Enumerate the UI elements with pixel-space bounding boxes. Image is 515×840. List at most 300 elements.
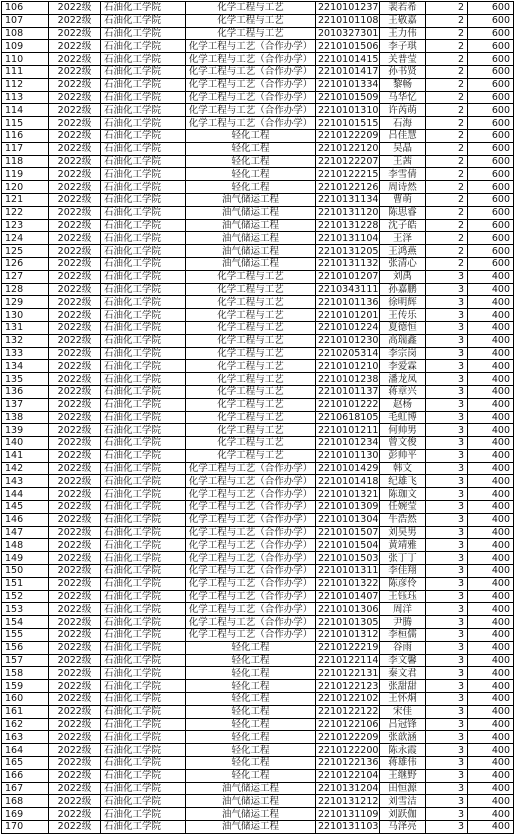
student-name-cell: 徐明辉	[380, 296, 426, 309]
major-cell: 化学工程与工艺（合作办学）	[186, 53, 316, 66]
student-name-cell: 张歆涵	[380, 731, 426, 744]
level-cell: 2	[426, 117, 468, 130]
major-cell: 化学工程与工艺（合作办学）	[186, 565, 316, 578]
student-name-cell: 吕佳慧	[380, 129, 426, 142]
student-id-cell: 2210101507	[316, 526, 380, 539]
grade-cell: 2022级	[49, 795, 101, 808]
major-cell: 化学工程与工艺（合作办学）	[186, 539, 316, 552]
student-name-cell: 关普莹	[380, 53, 426, 66]
grade-cell: 2022级	[49, 27, 101, 40]
grade-cell: 2022级	[49, 334, 101, 347]
row-number: 143	[2, 475, 49, 488]
major-cell: 化学工程与工艺（合作办学）	[186, 488, 316, 501]
student-name-cell: 孙书贤	[380, 65, 426, 78]
amount-cell: 400	[468, 309, 514, 322]
row-number: 116	[2, 129, 49, 142]
row-number: 134	[2, 360, 49, 373]
table-row	[2, 309, 514, 322]
level-cell: 3	[426, 757, 468, 770]
college-cell: 石油化工学院	[101, 539, 186, 552]
level-cell: 3	[426, 309, 468, 322]
grade-cell: 2022级	[49, 590, 101, 603]
major-cell: 油气储运工程	[186, 782, 316, 795]
college-cell: 石油化工学院	[101, 206, 186, 219]
student-id-cell: 2210122102	[316, 693, 380, 706]
row-number: 121	[2, 193, 49, 206]
row-number: 160	[2, 693, 49, 706]
table-row	[2, 641, 514, 654]
student-name-cell: 刘跃伽	[380, 808, 426, 821]
college-cell: 石油化工学院	[101, 680, 186, 693]
major-cell: 轻化工程	[186, 142, 316, 155]
row-number: 151	[2, 577, 49, 590]
amount-cell: 400	[468, 782, 514, 795]
major-cell: 化学工程与工艺	[186, 385, 316, 398]
row-number: 149	[2, 552, 49, 565]
student-id-cell: 2210131205	[316, 245, 380, 258]
college-cell: 石油化工学院	[101, 795, 186, 808]
college-cell: 石油化工学院	[101, 616, 186, 629]
grade-cell: 2022级	[49, 539, 101, 552]
level-cell: 3	[426, 641, 468, 654]
amount-cell: 600	[468, 53, 514, 66]
major-cell: 化学工程与工艺	[186, 14, 316, 27]
amount-cell: 600	[468, 78, 514, 91]
grade-cell: 2022级	[49, 14, 101, 27]
major-cell: 化学工程与工艺（合作办学）	[186, 552, 316, 565]
row-number: 135	[2, 373, 49, 386]
amount-cell: 400	[468, 321, 514, 334]
college-cell: 石油化工学院	[101, 398, 186, 411]
grade-cell: 2022级	[49, 193, 101, 206]
table-row	[2, 539, 514, 552]
level-cell: 3	[426, 565, 468, 578]
level-cell: 2	[426, 40, 468, 53]
grade-cell: 2022级	[49, 821, 101, 834]
table-row	[2, 552, 514, 565]
grade-cell: 2022级	[49, 705, 101, 718]
student-id-cell: 2210131109	[316, 808, 380, 821]
row-number: 148	[2, 539, 49, 552]
table-row	[2, 757, 514, 770]
grade-cell: 2022级	[49, 117, 101, 130]
major-cell: 化学工程与工艺（合作办学）	[186, 78, 316, 91]
student-id-cell: 2210131120	[316, 206, 380, 219]
major-cell: 油气储运工程	[186, 206, 316, 219]
student-name-cell: 赵杨	[380, 398, 426, 411]
table-row	[2, 603, 514, 616]
major-cell: 轻化工程	[186, 680, 316, 693]
college-cell: 石油化工学院	[101, 181, 186, 194]
student-id-cell: 2210101515	[316, 117, 380, 130]
level-cell: 3	[426, 296, 468, 309]
grade-cell: 2022级	[49, 462, 101, 475]
student-id-cell: 2210101238	[316, 373, 380, 386]
table-row	[2, 411, 514, 424]
table-row	[2, 142, 514, 155]
major-cell: 化学工程与工艺	[186, 283, 316, 296]
student-id-cell: 2210131134	[316, 193, 380, 206]
student-id-cell: 2210101506	[316, 40, 380, 53]
student-id-cell: 2210131204	[316, 782, 380, 795]
level-cell: 3	[426, 718, 468, 731]
row-number: 136	[2, 385, 49, 398]
grade-cell: 2022级	[49, 731, 101, 744]
major-cell: 轻化工程	[186, 705, 316, 718]
table-row	[2, 245, 514, 258]
amount-cell: 400	[468, 757, 514, 770]
major-cell: 油气储运工程	[186, 193, 316, 206]
level-cell: 3	[426, 731, 468, 744]
major-cell: 轻化工程	[186, 744, 316, 757]
major-cell: 化学工程与工艺	[186, 27, 316, 40]
level-cell: 3	[426, 513, 468, 526]
student-name-cell: 刘昊男	[380, 526, 426, 539]
student-name-cell: 李子琪	[380, 40, 426, 53]
grade-cell: 2022级	[49, 155, 101, 168]
amount-cell: 400	[468, 795, 514, 808]
grade-cell: 2022级	[49, 347, 101, 360]
level-cell: 2	[426, 206, 468, 219]
level-cell: 2	[426, 232, 468, 245]
grade-cell: 2022级	[49, 629, 101, 642]
major-cell: 化学工程与工艺	[186, 347, 316, 360]
table-row	[2, 424, 514, 437]
major-cell: 油气储运工程	[186, 245, 316, 258]
table-row	[2, 769, 514, 782]
row-number: 129	[2, 296, 49, 309]
grade-cell: 2022级	[49, 385, 101, 398]
table-row	[2, 117, 514, 130]
student-id-cell: 2210122120	[316, 142, 380, 155]
table-row	[2, 501, 514, 514]
student-name-cell: 何帅男	[380, 424, 426, 437]
college-cell: 石油化工学院	[101, 821, 186, 834]
grade-cell: 2022级	[49, 782, 101, 795]
college-cell: 石油化工学院	[101, 321, 186, 334]
row-number: 123	[2, 219, 49, 232]
college-cell: 石油化工学院	[101, 513, 186, 526]
level-cell: 3	[426, 411, 468, 424]
student-id-cell: 2210101207	[316, 270, 380, 283]
table-row	[2, 437, 514, 450]
student-name-cell: 陈彦伶	[380, 577, 426, 590]
amount-cell: 400	[468, 769, 514, 782]
table-row	[2, 168, 514, 181]
amount-cell: 400	[468, 539, 514, 552]
row-number: 139	[2, 424, 49, 437]
grade-cell: 2022级	[49, 475, 101, 488]
student-name-cell: 王钰珏	[380, 590, 426, 603]
row-number: 158	[2, 667, 49, 680]
table-row	[2, 40, 514, 53]
grade-cell: 2022级	[49, 78, 101, 91]
major-cell: 化学工程与工艺	[186, 411, 316, 424]
amount-cell: 400	[468, 641, 514, 654]
level-cell: 3	[426, 360, 468, 373]
student-name-cell: 任婉莹	[380, 501, 426, 514]
table-row	[2, 513, 514, 526]
major-cell: 轻化工程	[186, 693, 316, 706]
level-cell: 3	[426, 654, 468, 667]
row-number: 156	[2, 641, 49, 654]
grade-cell: 2022级	[49, 693, 101, 706]
major-cell: 轻化工程	[186, 155, 316, 168]
student-name-cell: 李桓儒	[380, 629, 426, 642]
student-id-cell: 2210131132	[316, 257, 380, 270]
student-name-cell: 李宗岗	[380, 347, 426, 360]
major-cell: 油气储运工程	[186, 219, 316, 232]
college-cell: 石油化工学院	[101, 129, 186, 142]
amount-cell: 400	[468, 411, 514, 424]
student-id-cell: 2210131228	[316, 219, 380, 232]
level-cell: 2	[426, 78, 468, 91]
major-cell: 油气储运工程	[186, 808, 316, 821]
grade-cell: 2022级	[49, 424, 101, 437]
row-number: 140	[2, 437, 49, 450]
level-cell: 3	[426, 283, 468, 296]
amount-cell: 600	[468, 65, 514, 78]
grade-cell: 2022级	[49, 603, 101, 616]
college-cell: 石油化工学院	[101, 193, 186, 206]
grade-cell: 2022级	[49, 245, 101, 258]
college-cell: 石油化工学院	[101, 53, 186, 66]
table-row	[2, 219, 514, 232]
major-cell: 化学工程与工艺（合作办学）	[186, 629, 316, 642]
row-number: 161	[2, 705, 49, 718]
student-name-cell: 曾文俊	[380, 437, 426, 450]
student-name-cell: 陈思睿	[380, 206, 426, 219]
row-number: 110	[2, 53, 49, 66]
grade-cell: 2022级	[49, 373, 101, 386]
student-name-cell: 裴若希	[380, 2, 426, 15]
student-name-cell: 田恒源	[380, 782, 426, 795]
grade-cell: 2022级	[49, 513, 101, 526]
student-table	[1, 1, 514, 834]
table-row	[2, 321, 514, 334]
college-cell: 石油化工学院	[101, 603, 186, 616]
student-id-cell: 2210101310	[316, 104, 380, 117]
level-cell: 3	[426, 398, 468, 411]
college-cell: 石油化工学院	[101, 629, 186, 642]
major-cell: 化学工程与工艺（合作办学）	[186, 117, 316, 130]
student-name-cell: 李佳翔	[380, 565, 426, 578]
amount-cell: 400	[468, 488, 514, 501]
student-name-cell: 周诗然	[380, 181, 426, 194]
row-number: 163	[2, 731, 49, 744]
student-id-cell: 2210122209	[316, 731, 380, 744]
college-cell: 石油化工学院	[101, 654, 186, 667]
row-number: 131	[2, 321, 49, 334]
grade-cell: 2022级	[49, 181, 101, 194]
grade-cell: 2022级	[49, 411, 101, 424]
student-name-cell: 黄靖雅	[380, 539, 426, 552]
grade-cell: 2022级	[49, 321, 101, 334]
student-name-cell: 秦文君	[380, 667, 426, 680]
major-cell: 化学工程与工艺（合作办学）	[186, 616, 316, 629]
row-number: 130	[2, 309, 49, 322]
student-name-cell: 王鸿燕	[380, 245, 426, 258]
student-id-cell: 2210101201	[316, 309, 380, 322]
row-number: 115	[2, 117, 49, 130]
level-cell: 3	[426, 705, 468, 718]
row-number: 153	[2, 603, 49, 616]
college-cell: 石油化工学院	[101, 449, 186, 462]
major-cell: 轻化工程	[186, 641, 316, 654]
grade-cell: 2022级	[49, 270, 101, 283]
student-id-cell: 2210101503	[316, 552, 380, 565]
amount-cell: 400	[468, 296, 514, 309]
level-cell: 3	[426, 744, 468, 757]
student-id-cell: 2210101222	[316, 398, 380, 411]
major-cell: 化学工程与工艺（合作办学）	[186, 475, 316, 488]
row-number: 170	[2, 821, 49, 834]
amount-cell: 600	[468, 219, 514, 232]
college-cell: 石油化工学院	[101, 411, 186, 424]
level-cell: 2	[426, 14, 468, 27]
amount-cell: 600	[468, 14, 514, 27]
major-cell: 轻化工程	[186, 731, 316, 744]
student-id-cell: 2210101504	[316, 539, 380, 552]
level-cell: 3	[426, 373, 468, 386]
major-cell: 轻化工程	[186, 129, 316, 142]
level-cell: 3	[426, 629, 468, 642]
table-row	[2, 232, 514, 245]
college-cell: 石油化工学院	[101, 565, 186, 578]
student-id-cell: 2210101305	[316, 616, 380, 629]
grade-cell: 2022级	[49, 680, 101, 693]
table-row	[2, 2, 514, 15]
table-row	[2, 14, 514, 27]
row-number: 126	[2, 257, 49, 270]
amount-cell: 400	[468, 718, 514, 731]
college-cell: 石油化工学院	[101, 334, 186, 347]
student-name-cell: 李雪倩	[380, 168, 426, 181]
major-cell: 化学工程与工艺（合作办学）	[186, 104, 316, 117]
student-name-cell: 王泽	[380, 232, 426, 245]
student-id-cell: 2210101137	[316, 385, 380, 398]
level-cell: 3	[426, 616, 468, 629]
amount-cell: 400	[468, 424, 514, 437]
row-number: 109	[2, 40, 49, 53]
college-cell: 石油化工学院	[101, 296, 186, 309]
college-cell: 石油化工学院	[101, 641, 186, 654]
row-number: 111	[2, 65, 49, 78]
college-cell: 石油化工学院	[101, 552, 186, 565]
level-cell: 3	[426, 821, 468, 834]
row-number: 155	[2, 629, 49, 642]
level-cell: 3	[426, 680, 468, 693]
student-id-cell: 2210101321	[316, 488, 380, 501]
college-cell: 石油化工学院	[101, 731, 186, 744]
major-cell: 轻化工程	[186, 168, 316, 181]
amount-cell: 400	[468, 744, 514, 757]
level-cell: 3	[426, 488, 468, 501]
amount-cell: 600	[468, 27, 514, 40]
major-cell: 化学工程与工艺	[186, 296, 316, 309]
student-id-cell: 2210618105	[316, 411, 380, 424]
college-cell: 石油化工学院	[101, 91, 186, 104]
level-cell: 2	[426, 91, 468, 104]
major-cell: 化学工程与工艺	[186, 270, 316, 283]
student-id-cell: 2210122106	[316, 718, 380, 731]
amount-cell: 400	[468, 347, 514, 360]
student-name-cell: 王力伟	[380, 27, 426, 40]
major-cell: 化学工程与工艺（合作办学）	[186, 526, 316, 539]
student-name-cell: 谷雨	[380, 641, 426, 654]
row-number: 152	[2, 590, 49, 603]
college-cell: 石油化工学院	[101, 219, 186, 232]
grade-cell: 2022级	[49, 616, 101, 629]
major-cell: 化学工程与工艺（合作办学）	[186, 65, 316, 78]
amount-cell: 400	[468, 283, 514, 296]
grade-cell: 2022级	[49, 219, 101, 232]
row-number: 108	[2, 27, 49, 40]
level-cell: 2	[426, 245, 468, 258]
table-row	[2, 398, 514, 411]
row-number: 144	[2, 488, 49, 501]
level-cell: 2	[426, 168, 468, 181]
student-name-cell: 王敬嘉	[380, 14, 426, 27]
grade-cell: 2022级	[49, 142, 101, 155]
college-cell: 石油化工学院	[101, 168, 186, 181]
grade-cell: 2022级	[49, 309, 101, 322]
grade-cell: 2022级	[49, 526, 101, 539]
amount-cell: 400	[468, 577, 514, 590]
student-name-cell: 曹萌	[380, 193, 426, 206]
college-cell: 石油化工学院	[101, 769, 186, 782]
level-cell: 2	[426, 257, 468, 270]
college-cell: 石油化工学院	[101, 270, 186, 283]
amount-cell: 600	[468, 245, 514, 258]
college-cell: 石油化工学院	[101, 501, 186, 514]
amount-cell: 600	[468, 129, 514, 142]
college-cell: 石油化工学院	[101, 385, 186, 398]
major-cell: 化学工程与工艺	[186, 309, 316, 322]
table-row	[2, 296, 514, 309]
level-cell: 3	[426, 385, 468, 398]
row-number: 138	[2, 411, 49, 424]
amount-cell: 600	[468, 181, 514, 194]
student-id-cell: 2210122207	[316, 155, 380, 168]
table-row	[2, 270, 514, 283]
student-name-cell: 陈珈文	[380, 488, 426, 501]
student-name-cell: 马泽亮	[380, 821, 426, 834]
major-cell: 化学工程与工艺	[186, 373, 316, 386]
row-number: 112	[2, 78, 49, 91]
amount-cell: 400	[468, 449, 514, 462]
student-id-cell: 2210205314	[316, 347, 380, 360]
level-cell: 3	[426, 667, 468, 680]
student-name-cell: 王怀烔	[380, 693, 426, 706]
level-cell: 2	[426, 219, 468, 232]
college-cell: 石油化工学院	[101, 142, 186, 155]
level-cell: 3	[426, 539, 468, 552]
grade-cell: 2022级	[49, 565, 101, 578]
grade-cell: 2022级	[49, 654, 101, 667]
level-cell: 2	[426, 155, 468, 168]
college-cell: 石油化工学院	[101, 40, 186, 53]
student-name-cell: 彭帅平	[380, 449, 426, 462]
level-cell: 2	[426, 2, 468, 15]
student-name-cell: 纪雄飞	[380, 475, 426, 488]
level-cell: 3	[426, 603, 468, 616]
student-name-cell: 吕冠锋	[380, 718, 426, 731]
grade-cell: 2022级	[49, 129, 101, 142]
student-id-cell: 2210101211	[316, 424, 380, 437]
student-id-cell: 2210343111	[316, 283, 380, 296]
amount-cell: 400	[468, 398, 514, 411]
